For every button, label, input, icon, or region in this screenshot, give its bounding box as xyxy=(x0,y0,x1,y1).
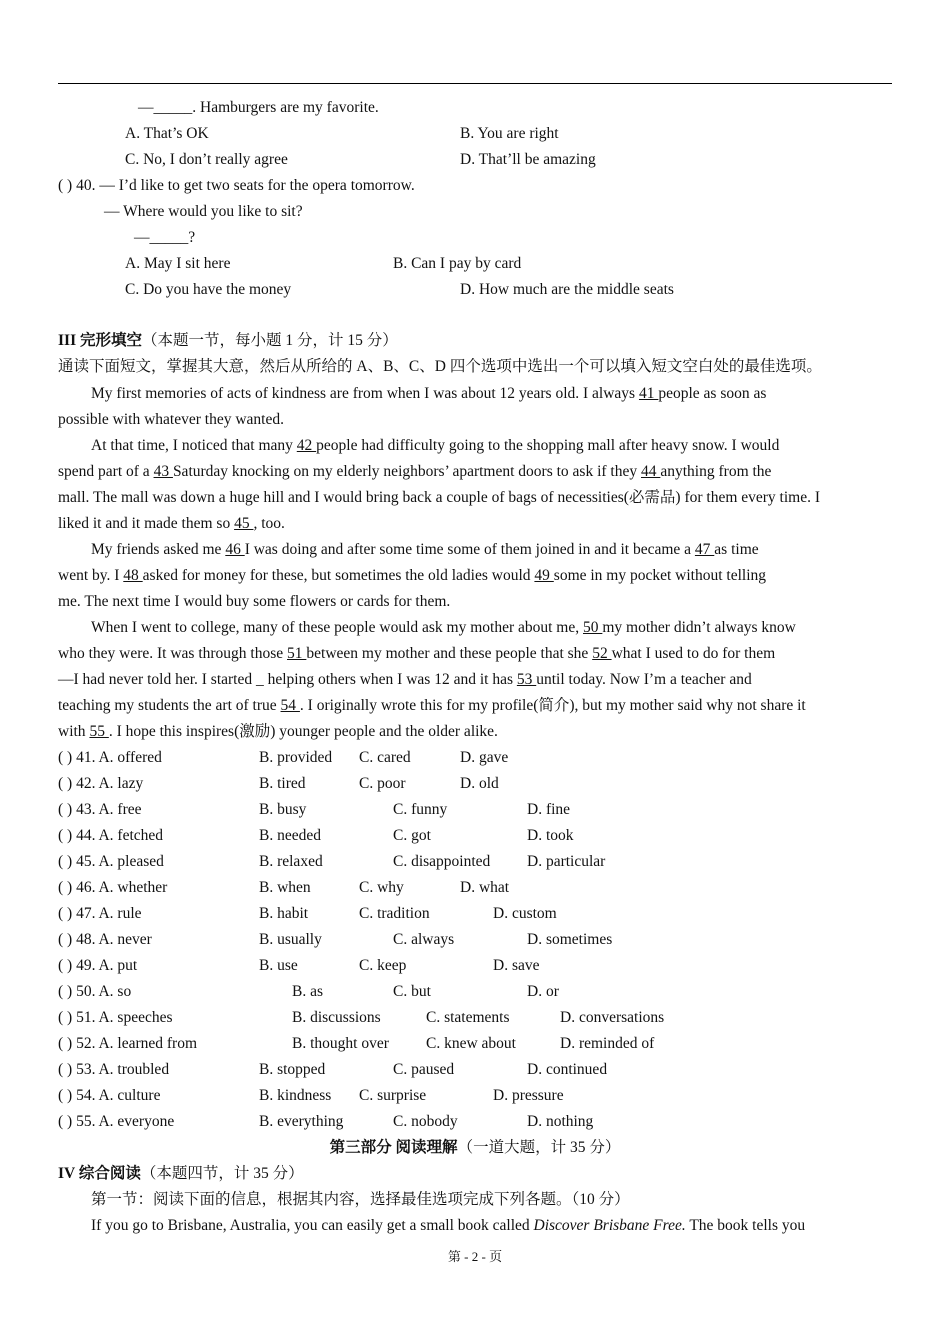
section3-instruction: 通读下面短文，掌握其大意，然后从所给的 A、B、C、D 四个选项中选出一个可以填入短文空白处的最佳选项。 xyxy=(58,358,822,375)
passage-line-7: My friends asked me 46 I was doing and after some time some of them joined in and it became a 47 as time xyxy=(91,541,759,558)
passage-line-3: At that time, I noticed that many 42 people had difficulty going to the shopping mall after heavy snow. I would xyxy=(91,437,780,454)
passage-line-6: liked it and it made them so 45 , too. xyxy=(58,515,285,532)
question-55: ( ) 55. A. everyone B. everything C. nobody D. nothing xyxy=(58,1113,594,1130)
question-42: ( ) 42. A. lazy B. tired C. poor D. old xyxy=(58,775,499,792)
part3-title: 第三部分 阅读理解 xyxy=(329,1139,458,1156)
question-50: ( ) 50. A. so B. as C. but D. or xyxy=(58,983,559,1000)
passage-line-13: teaching my students the art of true 54 . I originally wrote this for my profile(简介), but my mother said why not share it xyxy=(58,697,806,714)
q39-option-d: D. That’ll be amazing xyxy=(460,151,596,168)
passage-line-12: —I had never told her. I started _ helping others when I was 12 and it has 53 until today. Now I’m a teacher and xyxy=(58,671,752,688)
q40-option-d: D. How much are the middle seats xyxy=(460,281,674,298)
blank-49: 49 xyxy=(534,567,554,584)
q39-option-a: A. That’s OK xyxy=(125,125,209,142)
section4-sub1: 第一节：阅读下面的信息，根据其内容，选择最佳选项完成下列各题。（10 分） xyxy=(91,1191,630,1208)
blank-45: 45 xyxy=(234,515,254,532)
passage-line-11: who they were. It was through those 51 between my mother and these people that she 52 what I used to do for them xyxy=(58,645,776,662)
blank-44: 44 xyxy=(641,463,661,480)
q39-option-b: B. You are right xyxy=(460,125,559,142)
blank-54: 54 xyxy=(280,697,300,714)
passage-line-14: with 55 . I hope this inspires(激励) younger people and the older alike. xyxy=(58,723,498,740)
passage-line-8: went by. I 48 asked for money for these, but sometimes the old ladies would 49 some in my pocket without telling xyxy=(58,567,767,584)
q40-option-a: A. May I sit here xyxy=(125,255,231,272)
question-43: ( ) 43. A. free B. busy C. funny D. fine xyxy=(58,801,571,818)
passage-line-4: spend part of a 43 Saturday knocking on my elderly neighbors’ apartment doors to ask if they 44 anything from the xyxy=(58,463,772,480)
section3-note: （本题一节，每小题 1 分，计 15 分） xyxy=(141,332,398,349)
passage-line-10: When I went to college, many of these people would ask my mother about me, 50 my mother didn’t always know xyxy=(91,619,796,636)
page-footer: 第 - 2 - 页 xyxy=(447,1249,503,1264)
section3-title: III 完形填空 xyxy=(58,332,142,349)
blank-48: 48 xyxy=(123,567,143,584)
passage-line-5: mall. The mall was down a huge hill and I would bring back a couple of bags of necessities(必需品) for them every time. I xyxy=(58,489,821,506)
question-51: ( ) 51. A. speeches B. discussions C. statements D. conversations xyxy=(58,1009,665,1026)
question-53: ( ) 53. A. troubled B. stopped C. paused D. continued xyxy=(58,1061,608,1078)
question-52: ( ) 52. A. learned from B. thought over C. knew about D. reminded of xyxy=(58,1035,655,1052)
q40-option-b: B. Can I pay by card xyxy=(393,255,522,272)
blank-51: 51 xyxy=(287,645,307,662)
blank-42: 42 xyxy=(296,437,317,454)
blank-41: 41 xyxy=(638,385,659,402)
section4-paragraph-1: If you go to Brisbane, Australia, you can easily get a small book called Discover Brisbane Free. The book tells you xyxy=(91,1217,806,1234)
blank-46: 46 xyxy=(225,541,245,558)
q40-stem: ( ) 40. — I’d like to get two seats for the opera tomorrow. xyxy=(58,177,415,194)
question-49: ( ) 49. A. put B. use C. keep D. save xyxy=(58,957,540,974)
part3-heading xyxy=(0,1138,950,1158)
question-45: ( ) 45. A. pleased B. relaxed C. disappointed D. particular xyxy=(58,853,606,870)
blank-52: 52 xyxy=(592,645,612,662)
passage-line-9: me. The next time I would buy some flowers or cards for them. xyxy=(58,593,451,610)
question-41: ( ) 41. A. offered B. provided C. cared D. gave xyxy=(58,749,509,766)
blank-47: 47 xyxy=(694,541,715,558)
section4-note: （本题四节，计 35 分） xyxy=(140,1165,304,1182)
question-54: ( ) 54. A. culture B. kindness C. surprise D. pressure xyxy=(58,1087,564,1104)
passage-line-2: possible with whatever they wanted. xyxy=(58,411,284,428)
section4-heading xyxy=(58,1164,304,1184)
q40-option-c: C. Do you have the money xyxy=(125,281,292,298)
section3-heading xyxy=(58,331,398,351)
question-48: ( ) 48. A. never B. usually C. always D. sometimes xyxy=(58,931,613,948)
blank-43: 43 xyxy=(153,463,173,480)
book-title: Discover Brisbane Free. xyxy=(533,1217,686,1234)
question-46: ( ) 46. A. whether B. when C. why D. what xyxy=(58,879,510,896)
blank-55: 55 xyxy=(89,723,109,740)
header-rule xyxy=(58,83,892,84)
passage-line-1: My first memories of acts of kindness are from when I was about 12 years old. I always 41 people as soon as xyxy=(91,385,767,402)
q40-line3: —_____? xyxy=(134,229,196,246)
blank-53: 53 xyxy=(516,671,537,688)
q39-option-c: C. No, I don’t really agree xyxy=(125,151,288,168)
q40-line2: — Where would you like to sit? xyxy=(104,203,303,220)
blank-50: 50 xyxy=(583,619,603,636)
q39-dialog: —_____. Hamburgers are my favorite. xyxy=(138,99,379,116)
question-44: ( ) 44. A. fetched B. needed C. got D. took xyxy=(58,827,574,844)
question-47: ( ) 47. A. rule B. habit C. tradition D. custom xyxy=(58,905,557,922)
part3-note: （一道大题，计 35 分） xyxy=(457,1139,621,1156)
section4-title: IV 综合阅读 xyxy=(58,1165,141,1182)
